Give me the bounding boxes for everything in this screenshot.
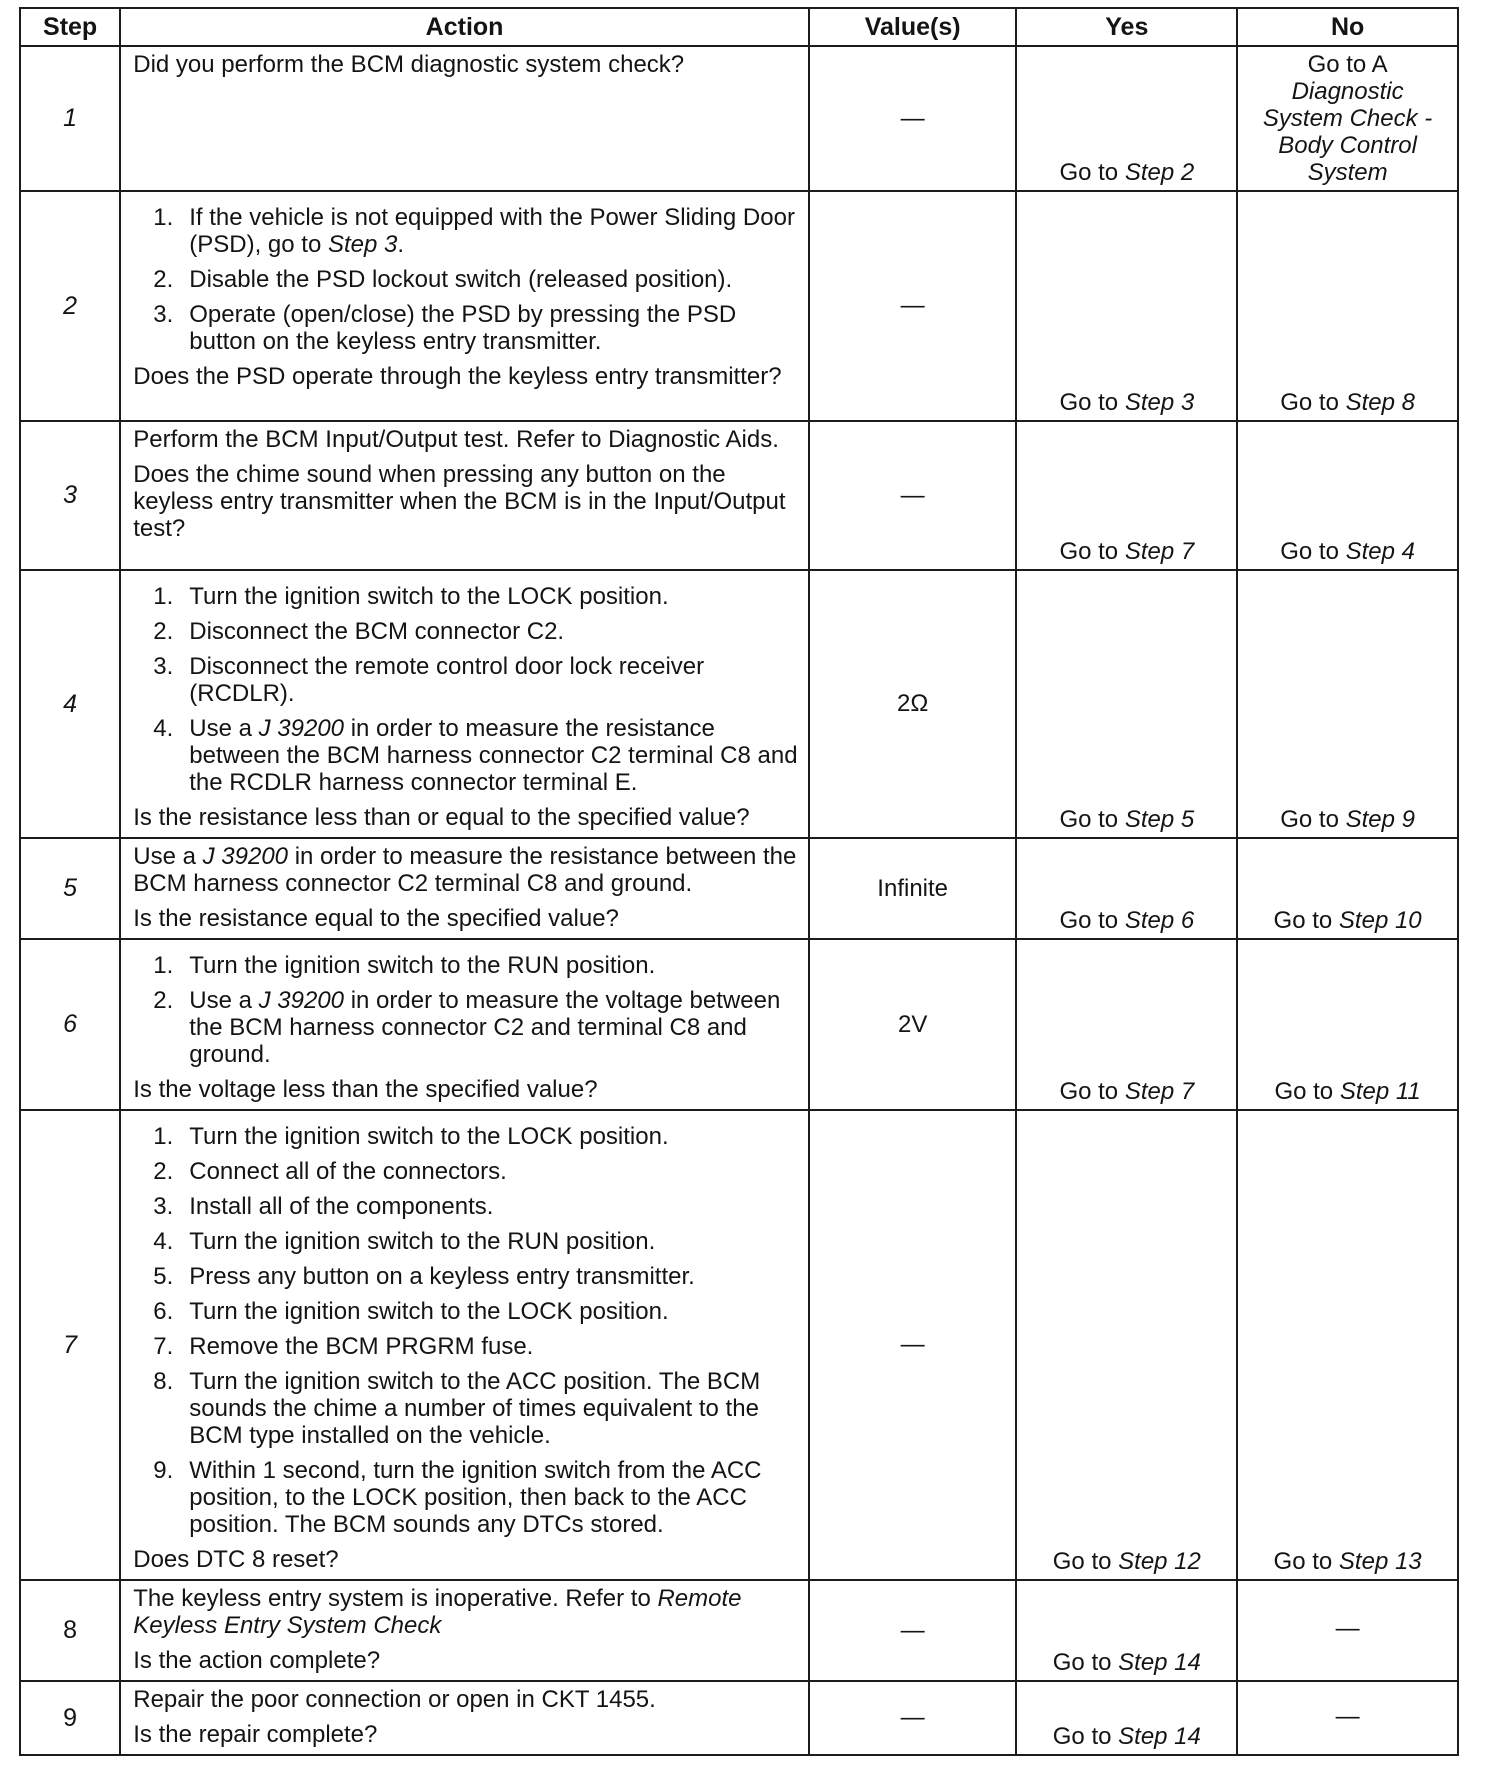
action-list — [133, 952, 798, 1068]
yes-cell[interactable] — [1016, 421, 1237, 570]
yes-cell[interactable] — [1016, 939, 1237, 1110]
goto-prefix: Go to — [1273, 1548, 1333, 1575]
no-cell[interactable] — [1237, 191, 1458, 421]
step-link[interactable]: Step 2 — [1124, 159, 1195, 186]
list-item — [133, 1263, 798, 1290]
list-item — [133, 952, 798, 979]
list-number: 1. — [153, 204, 174, 231]
list-text: Disconnect the remote control door lock receiver (RCDLR). — [189, 653, 705, 707]
no-line[interactable]: Body Control — [1278, 132, 1417, 159]
action-list — [133, 1123, 798, 1538]
list-text: Remove the BCM PRGRM fuse. — [189, 1333, 534, 1360]
step-number: 7 — [20, 1110, 120, 1580]
list-text: Turn the ignition switch to the RUN position. — [189, 952, 656, 979]
list-item — [133, 1368, 798, 1449]
action-cell — [120, 46, 809, 191]
table-row — [20, 838, 1458, 939]
table-row — [20, 421, 1458, 570]
list-item — [133, 618, 798, 645]
table-row — [20, 1110, 1458, 1580]
tool-link[interactable]: J 39200 — [258, 987, 345, 1014]
list-text: Install all of the components. — [189, 1193, 494, 1220]
list-number: 2. — [153, 618, 174, 645]
yes-cell[interactable] — [1016, 1580, 1237, 1681]
list-text: Within 1 second, turn the ignition switch from the ACC position, to the LOCK position, then back to the ACC position. The BCM sounds any DTCs stored. — [189, 1457, 762, 1538]
action-list — [133, 204, 798, 355]
action-cell — [120, 1580, 809, 1681]
action-text-part: in order to measure the resistance between the BCM harness connector C2 terminal C8 and ground. — [133, 843, 797, 897]
tool-link[interactable]: J 39200 — [202, 843, 289, 870]
no-cell[interactable] — [1237, 838, 1458, 939]
action-text — [133, 843, 798, 897]
no-line[interactable]: System — [1307, 159, 1388, 186]
step-link[interactable]: Step 14 — [1118, 1649, 1201, 1676]
action-list — [133, 583, 798, 796]
list-item — [133, 987, 798, 1068]
yes-cell[interactable] — [1016, 1110, 1237, 1580]
list-item — [133, 1193, 798, 1220]
list-number: 6. — [153, 1298, 174, 1325]
list-number: 3. — [153, 653, 174, 680]
header-action: Action — [120, 8, 809, 46]
list-text: Turn the ignition switch to the LOCK position. — [189, 1123, 669, 1150]
action-question: Is the repair complete? — [133, 1721, 378, 1748]
goto-prefix: Go to — [1273, 907, 1333, 934]
tool-link[interactable]: J 39200 — [258, 715, 345, 742]
yes-cell[interactable] — [1016, 1681, 1237, 1755]
no-cell[interactable] — [1237, 570, 1458, 838]
step-number: 2 — [20, 191, 120, 421]
step-link[interactable]: Step 7 — [1124, 1078, 1195, 1105]
step-link[interactable]: Step 13 — [1338, 1548, 1422, 1575]
no-cell: — — [1237, 1580, 1458, 1681]
step-link[interactable]: Step 3 — [327, 231, 398, 258]
list-text: Turn the ignition switch to the ACC position. The BCM sounds the chime a number of times equivalent to the BCM type installed on the vehicle. — [189, 1368, 761, 1449]
list-item — [133, 1228, 798, 1255]
list-number: 3. — [153, 301, 174, 328]
action-cell — [120, 570, 809, 838]
goto-prefix: Go to — [1059, 389, 1119, 416]
table-row — [20, 1580, 1458, 1681]
list-item — [133, 1333, 798, 1360]
step-number: 3 — [20, 421, 120, 570]
goto-prefix: Go to — [1280, 806, 1339, 833]
list-number: 2. — [153, 987, 174, 1014]
step-link[interactable]: Step 14 — [1118, 1723, 1201, 1750]
action-text — [133, 1585, 798, 1639]
action-question: Does the chime sound when pressing any button on the keyless entry transmitter when the BCM is in the Input/Output test? — [133, 461, 786, 542]
table-row — [20, 191, 1458, 421]
value-cell: — — [809, 46, 1017, 191]
goto-prefix: Go to — [1059, 806, 1119, 833]
list-text: Use a — [189, 715, 259, 742]
value-cell: 2V — [809, 939, 1017, 1110]
yes-cell[interactable] — [1016, 838, 1237, 939]
list-text: Turn the ignition switch to the LOCK position. — [189, 583, 669, 610]
step-link[interactable]: Step 8 — [1345, 389, 1415, 416]
action-cell — [120, 1681, 809, 1755]
step-number: 6 — [20, 939, 120, 1110]
list-text: in order to measure the voltage between the BCM harness connector C2 and terminal C8 and ground. — [189, 987, 781, 1068]
list-item — [133, 1158, 798, 1185]
no-line: Go to A — [1307, 51, 1388, 78]
value-cell: — — [809, 1580, 1017, 1681]
action-question: Is the resistance less than or equal to the specified value? — [133, 804, 750, 831]
goto-prefix: Go to — [1280, 538, 1339, 565]
yes-cell[interactable] — [1016, 191, 1237, 421]
list-number: 7. — [153, 1333, 174, 1360]
step-link[interactable]: Step 7 — [1124, 538, 1195, 565]
action-cell — [120, 191, 809, 421]
list-text: Disable the PSD lockout switch (released position). — [189, 266, 733, 293]
list-number: 4. — [153, 1228, 174, 1255]
list-item — [133, 1123, 798, 1150]
goto-prefix: Go to — [1059, 538, 1119, 565]
list-number: 1. — [153, 1123, 174, 1150]
action-text-part: The keyless entry system is inoperative. Refer to — [133, 1585, 658, 1612]
list-text: in order to measure the resistance between the BCM harness connector C2 terminal C8 and the RCDLR harness connector terminal E. — [189, 715, 798, 796]
list-text: Use a — [189, 987, 259, 1014]
header-yes: Yes — [1016, 8, 1237, 46]
value-cell: — — [809, 1681, 1017, 1755]
list-item — [133, 1457, 798, 1538]
action-cell — [120, 939, 809, 1110]
goto-prefix: Go to — [1052, 1649, 1112, 1676]
goto-prefix: Go to — [1280, 389, 1339, 416]
header-step: Step — [20, 8, 120, 46]
table-row — [20, 570, 1458, 838]
goto-prefix: Go to — [1059, 159, 1119, 186]
no-line[interactable]: System Check - — [1262, 105, 1433, 132]
goto-prefix: Go to — [1059, 1078, 1119, 1105]
action-question: Is the resistance equal to the specified value? — [133, 905, 619, 932]
list-text: Turn the ignition switch to the LOCK position. — [189, 1298, 669, 1325]
header-values: Value(s) — [809, 8, 1017, 46]
value-cell: 2Ω — [809, 570, 1017, 838]
list-text: Press any button on a keyless entry transmitter. — [189, 1263, 695, 1290]
goto-prefix: Go to — [1059, 907, 1119, 934]
diagnostic-table — [19, 7, 1459, 1756]
list-number: 2. — [153, 266, 174, 293]
list-item — [133, 583, 798, 610]
yes-cell[interactable] — [1016, 46, 1237, 191]
step-link[interactable]: Step 5 — [1124, 806, 1195, 833]
action-text: Perform the BCM Input/Output test. Refer to Diagnostic Aids. — [133, 426, 779, 453]
step-link[interactable]: Step 12 — [1118, 1548, 1201, 1575]
step-link[interactable]: Step 3 — [1124, 389, 1195, 416]
value-cell: — — [809, 1110, 1017, 1580]
list-text: . — [397, 231, 405, 258]
action-text: Repair the poor connection or open in CKT 1455. — [133, 1686, 656, 1713]
no-cell[interactable] — [1237, 939, 1458, 1110]
step-link[interactable]: Step 4 — [1345, 538, 1415, 565]
step-number: 5 — [20, 838, 120, 939]
table-row — [20, 46, 1458, 191]
action-cell — [120, 838, 809, 939]
no-cell[interactable] — [1237, 421, 1458, 570]
list-text: Disconnect the BCM connector C2. — [189, 618, 565, 645]
step-link[interactable]: Step 9 — [1345, 806, 1415, 833]
yes-cell[interactable] — [1016, 570, 1237, 838]
table-row — [20, 1681, 1458, 1755]
list-number: 1. — [153, 583, 174, 610]
list-item — [133, 266, 798, 293]
step-number: 4 — [20, 570, 120, 838]
list-number: 4. — [153, 715, 174, 742]
step-link[interactable]: Step 10 — [1338, 907, 1422, 934]
header-row — [20, 8, 1458, 46]
goto-prefix: Go to — [1052, 1548, 1112, 1575]
list-number: 8. — [153, 1368, 174, 1395]
list-item — [133, 204, 798, 258]
list-number: 2. — [153, 1158, 174, 1185]
action-cell — [120, 421, 809, 570]
list-item — [133, 1298, 798, 1325]
list-text: Turn the ignition switch to the RUN position. — [189, 1228, 656, 1255]
value-cell: Infinite — [809, 838, 1017, 939]
procedure-link[interactable]: Remote Keyless Entry System Check — [133, 1585, 742, 1639]
step-number: 8 — [20, 1580, 120, 1681]
value-cell: — — [809, 191, 1017, 421]
list-number: 3. — [153, 1193, 174, 1220]
list-number: 9. — [153, 1457, 174, 1484]
no-line[interactable]: Diagnostic — [1291, 78, 1404, 105]
step-number: 9 — [20, 1681, 120, 1755]
value-cell: — — [809, 421, 1017, 570]
no-cell: — — [1237, 1681, 1458, 1755]
list-number: 5. — [153, 1263, 174, 1290]
step-number: 1 — [20, 46, 120, 191]
action-question: Is the action complete? — [133, 1647, 381, 1674]
action-text-part: Use a — [133, 843, 203, 870]
action-question: Does DTC 8 reset? — [133, 1546, 339, 1573]
list-number: 1. — [153, 952, 174, 979]
list-text: If the vehicle is not equipped with the Power Sliding Door (PSD), go to — [189, 204, 795, 258]
list-item — [133, 715, 798, 796]
list-item — [133, 301, 798, 355]
action-question: Is the voltage less than the specified value? — [133, 1076, 598, 1103]
no-cell[interactable] — [1237, 46, 1458, 191]
goto-prefix: Go to — [1274, 1078, 1334, 1105]
no-cell[interactable] — [1237, 1110, 1458, 1580]
action-text: Did you perform the BCM diagnostic system check? — [133, 51, 685, 78]
step-link[interactable]: Step 6 — [1124, 907, 1195, 934]
step-link[interactable]: Step 11 — [1339, 1078, 1421, 1105]
list-item — [133, 653, 798, 707]
list-text: Operate (open/close) the PSD by pressing the PSD button on the keyless entry transmitter. — [189, 301, 737, 355]
action-cell — [120, 1110, 809, 1580]
header-no: No — [1237, 8, 1458, 46]
table-row — [20, 939, 1458, 1110]
goto-prefix: Go to — [1052, 1723, 1112, 1750]
list-text: Connect all of the connectors. — [189, 1158, 507, 1185]
action-question: Does the PSD operate through the keyless entry transmitter? — [133, 363, 782, 390]
